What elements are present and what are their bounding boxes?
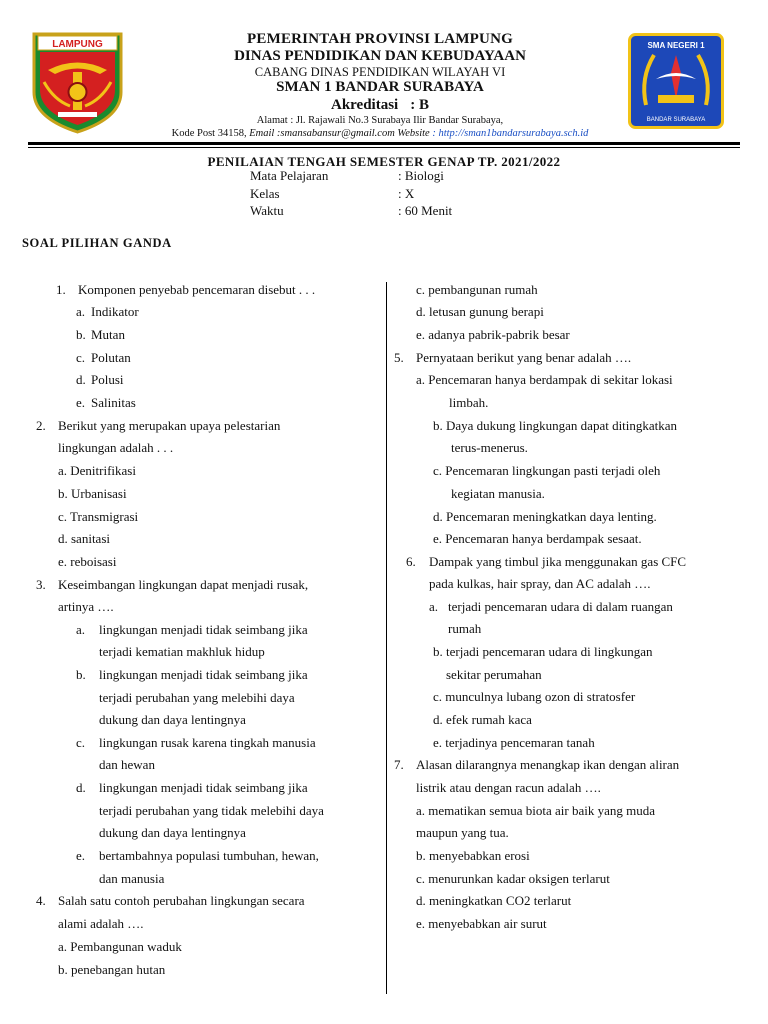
meta-value: : X — [398, 186, 415, 201]
meta-value: : Biologi — [398, 168, 444, 183]
branch-office-name: CABANG DINAS PENDIDIKAN WILAYAH VI — [254, 65, 506, 79]
question-line-text: d. Pencemaran meningkatkan daya lenting. — [433, 509, 657, 524]
question-line-text: c. munculnya lubang ozon di stratosfer — [433, 689, 636, 704]
question-line-number: c. — [76, 735, 86, 750]
question-line-text: Salinitas — [91, 395, 136, 410]
question-line-text: e. menyebabkan air surut — [416, 916, 547, 931]
question-line-text: pada kulkas, hair spray, dan AC adalah …. — [429, 576, 651, 591]
exam-title: PENILAIAN TENGAH SEMESTER GENAP TP. 2021/2022 — [207, 154, 561, 169]
question-line-text: listrik atau dengan racun adalah …. — [416, 780, 601, 795]
question-line-text: limbah. — [449, 395, 489, 410]
question-line-number: b. — [76, 667, 86, 682]
letterhead-rule-thick — [28, 142, 740, 145]
question-line-text: b. terjadi pencemaran udara di lingkungan — [433, 644, 653, 659]
question-line-text: bertambahnya populasi tumbuhan, hewan, — [99, 848, 319, 863]
question-line-text: Komponen penyebab pencemaran disebut . . . — [78, 282, 316, 297]
question-line-text: maupun yang tua. — [416, 825, 509, 840]
question-line-text: a. Denitrifikasi — [58, 463, 136, 478]
meta-value: : 60 Menit — [398, 203, 453, 218]
question-line-text: Mutan — [91, 327, 125, 342]
email-address[interactable]: :smansabansur@gmail.com — [276, 128, 395, 139]
question-line-text: c. Transmigrasi — [58, 509, 139, 524]
meta-label: Waktu — [250, 203, 284, 218]
question-line-text: c. pembangunan rumah — [416, 282, 538, 297]
question-line-text: Dampak yang timbul jika menggunakan gas CFC — [429, 554, 687, 569]
question-line-text: e. terjadinya pencemaran tanah — [433, 735, 595, 750]
question-line-text: Salah satu contoh perubahan lingkungan secara — [58, 893, 305, 908]
meta-label: Kelas — [250, 186, 280, 201]
question-line-text: rumah — [448, 621, 482, 636]
question-line-text: Alasan dilarangnya menangkap ikan dengan aliran — [416, 757, 680, 772]
email-label: Email — [249, 128, 275, 139]
question-line-number: a. — [76, 304, 86, 319]
question-line-number: 6. — [406, 554, 416, 569]
question-line-number: 4. — [36, 893, 46, 908]
school-address: Alamat : Jl. Rajawali No.3 Surabaya Ilir Bandar Surabaya, — [256, 115, 504, 126]
question-line-text: artinya …. — [58, 599, 114, 614]
website-label: Website — [397, 128, 430, 139]
logo-left-label: LAMPUNG — [52, 39, 103, 50]
question-line-number: 5. — [394, 350, 404, 365]
question-line-text: Keseimbangan lingkungan dapat menjadi rusak, — [58, 577, 309, 592]
question-line-text: terus-menerus. — [451, 440, 528, 455]
lampung-province-logo — [30, 30, 125, 134]
question-line-text: Polusi — [91, 372, 124, 387]
school-name: SMAN 1 BANDAR SURABAYA — [276, 79, 484, 95]
question-line-text: a. Pencemaran hanya berdampak di sekitar lokasi — [416, 372, 673, 387]
question-line-text: sekitar perumahan — [446, 667, 542, 682]
question-line-text: terjadi perubahan yang melebihi daya — [99, 690, 295, 705]
question-line-text: dukung dan daya lentingnya — [99, 825, 246, 840]
question-line-text: terjadi perubahan yang tidak melebihi daya — [99, 803, 324, 818]
question-line-text: b. Urbanisasi — [58, 486, 127, 501]
question-line-text: alami adalah …. — [58, 916, 144, 931]
question-line-text: terjadi pencemaran udara di dalam ruangan — [448, 599, 673, 614]
question-line-text: lingkungan menjadi tidak seimbang jika — [99, 622, 308, 637]
question-line-text: Berikut yang merupakan upaya pelestarian — [58, 418, 281, 433]
meta-label: Mata Pelajaran — [250, 168, 329, 183]
website-link[interactable]: : http://sman1bandarsurabaya.sch.id — [432, 128, 589, 139]
question-line-text: b. Daya dukung lingkungan dapat ditingkatkan — [433, 418, 678, 433]
question-line-text: Polutan — [91, 350, 131, 365]
logo-right-top-label: SMA NEGERI 1 — [647, 41, 705, 50]
question-line-text: e. Pencemaran hanya berdampak sesaat. — [433, 531, 642, 546]
question-line-text: a. mematikan semua biota air baik yang muda — [416, 803, 655, 818]
question-line-text: c. menurunkan kadar oksigen terlarut — [416, 871, 610, 886]
question-line-number: d. — [76, 372, 86, 387]
question-line-number: e. — [76, 395, 86, 410]
question-line-text: e. reboisasi — [58, 554, 117, 569]
section-title: SOAL PILIHAN GANDA — [22, 236, 172, 250]
question-line-text: dukung dan daya lentingnya — [99, 712, 246, 727]
question-line-text: e. adanya pabrik-pabrik besar — [416, 327, 570, 342]
postcode: Kode Post 34158, — [171, 128, 247, 139]
question-line-number: d. — [76, 780, 86, 795]
accreditation-label: Akreditasi — [331, 97, 399, 113]
question-line-text: d. meningkatkan CO2 terlarut — [416, 893, 572, 908]
question-line-text: lingkungan adalah . . . — [58, 440, 174, 455]
question-line-text: lingkungan menjadi tidak seimbang jika — [99, 667, 308, 682]
question-line-number: b. — [76, 327, 86, 342]
question-line-number: c. — [76, 350, 86, 365]
question-line-text: d. letusan gunung berapi — [416, 304, 544, 319]
question-line-text: b. penebangan hutan — [58, 962, 166, 977]
question-line-text: lingkungan rusak karena tingkah manusia — [99, 735, 316, 750]
question-line-text: dan manusia — [99, 871, 165, 886]
question-line-text: b. menyebabkan erosi — [416, 848, 530, 863]
question-line-number: e. — [76, 848, 86, 863]
question-line-text: Indikator — [91, 304, 139, 319]
government-name: PEMERINTAH PROVINSI LAMPUNG — [247, 31, 513, 47]
question-line-number: a. — [76, 622, 86, 637]
school-emblem-logo — [628, 33, 724, 129]
question-line-number: 7. — [394, 757, 404, 772]
question-line-text: d. efek rumah kaca — [433, 712, 532, 727]
accreditation — [120, 97, 640, 114]
question-line-text: terjadi kematian makhluk hidup — [99, 644, 265, 659]
question-line-number: a. — [429, 599, 439, 614]
question-line-text: lingkungan menjadi tidak seimbang jika — [99, 780, 308, 795]
question-line-text: dan hewan — [99, 757, 155, 772]
school-contact — [120, 128, 640, 139]
letterhead-rule-thin — [28, 147, 740, 148]
question-line-text: a. Pembangunan waduk — [58, 939, 182, 954]
question-line-text: c. Pencemaran lingkungan pasti terjadi oleh — [433, 463, 661, 478]
question-line-number: 1. — [56, 282, 66, 297]
question-line-text: d. sanitasi — [58, 531, 110, 546]
question-line-number: 2. — [36, 418, 46, 433]
question-line-number: 3. — [36, 577, 46, 592]
accreditation-value: : B — [410, 97, 429, 113]
department-name: DINAS PENDIDIKAN DAN KEBUDAYAAN — [234, 48, 526, 64]
question-line-text: kegiatan manusia. — [451, 486, 545, 501]
question-line-text: Pernyataan berikut yang benar adalah …. — [416, 350, 632, 365]
logo-right-bottom-label: BANDAR SURABAYA — [646, 117, 706, 123]
column-divider — [386, 282, 387, 994]
